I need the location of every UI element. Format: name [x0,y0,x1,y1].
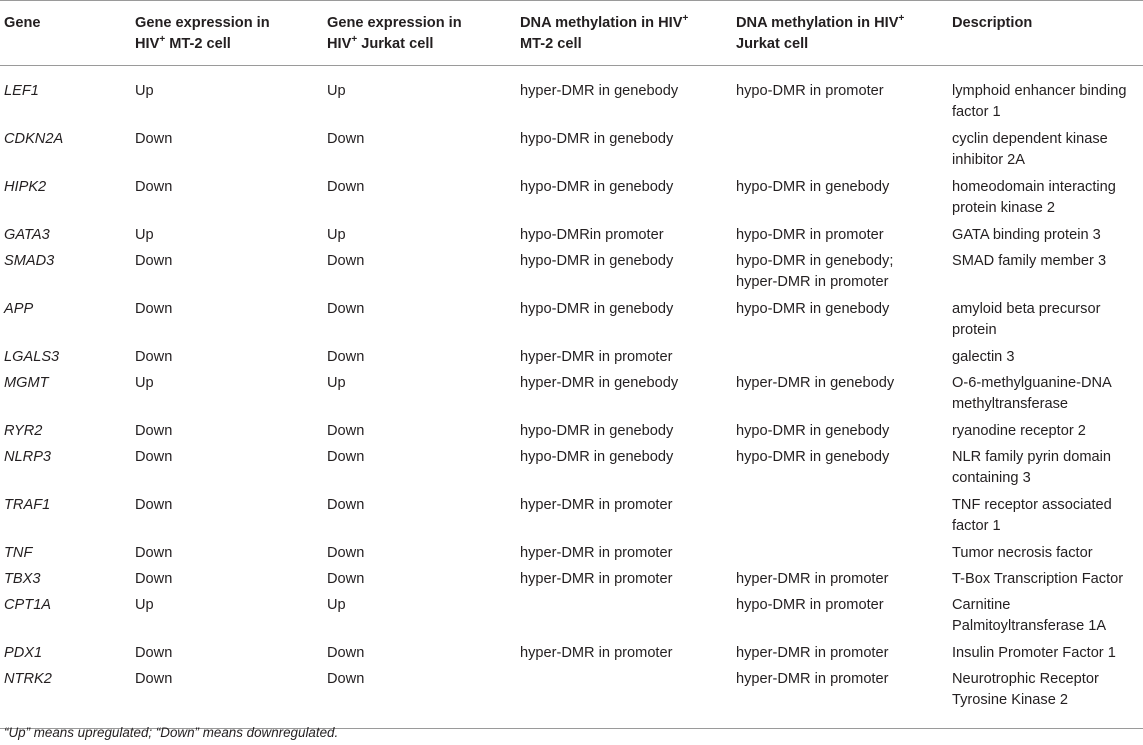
gene-cell: RYR2 [4,423,43,439]
table-row [0,569,1143,595]
mt2-expression-cell: Down [135,179,173,195]
jurkat-methylation-cell: hypo-DMR in genebody [736,423,890,439]
description-cell: T-Box Transcription Factor [952,571,1124,587]
jurkat-methylation-cell: hypo-DMR in genebody [736,301,890,317]
mt2-methylation-cell: hypo-DMR in genebody [520,301,674,317]
header-description: Description [948,1,1143,66]
mt2-expression-cell: Down [135,571,173,587]
description-cell: cyclin dependent kinase inhibitor 2A [952,131,1108,168]
description-cell: Tumor necrosis factor [952,545,1093,561]
mt2-methylation-cell: hypo-DMRin promoter [520,227,664,243]
mt2-methylation-cell [516,595,732,643]
jurkat-expression-cell: Down [327,423,365,439]
mt2-methylation-cell: hyper-DMR in promoter [520,349,673,365]
description-cell: GATA binding protein 3 [952,227,1101,243]
gene-cell: TNF [4,545,33,561]
description-cell: NLR family pyrin domain containing 3 [952,449,1111,486]
jurkat-methylation-cell: hyper-DMR in promoter [736,645,889,661]
header-mt2-expression: Gene expression in HIV+ MT-2 cell [131,1,323,66]
table-row [0,373,1143,421]
jurkat-expression-cell: Down [327,645,365,661]
description-cell: Carnitine Palmitoyltransferase 1A [952,597,1107,634]
mt2-expression-cell: Down [135,645,173,661]
mt2-expression-cell: Down [135,449,173,465]
jurkat-methylation-cell: hypo-DMR in genebody [736,449,890,465]
jurkat-methylation-cell [732,129,948,177]
mt2-expression-cell: Down [135,349,173,365]
description-cell: ryanodine receptor 2 [952,423,1086,439]
gene-cell: TBX3 [4,571,41,587]
table-row [0,543,1143,569]
description-cell: galectin 3 [952,349,1015,365]
description-cell: lymphoid enhancer binding factor 1 [952,83,1127,120]
description-cell: TNF receptor associated factor 1 [952,497,1112,534]
jurkat-expression-cell: Down [327,349,365,365]
description-cell: homeodomain interacting protein kinase 2 [952,179,1116,216]
header-row [0,1,1143,66]
mt2-expression-cell: Up [135,597,154,613]
jurkat-methylation-cell: hypo-DMR in promoter [736,227,884,243]
jurkat-methylation-cell [732,543,948,569]
gene-cell: GATA3 [4,227,50,243]
description-cell: amyloid beta precursor protein [952,301,1101,338]
gene-cell: SMAD3 [4,253,55,269]
mt2-expression-cell: Down [135,423,173,439]
description-cell: Neurotrophic Receptor Tyrosine Kinase 2 [948,669,1143,729]
table-row [0,595,1143,643]
jurkat-methylation-cell [732,495,948,543]
table-row [0,669,1143,729]
mt2-methylation-cell: hyper-DMR in genebody [520,83,679,99]
gene-cell: HIPK2 [4,179,47,195]
jurkat-methylation-cell [732,347,948,373]
mt2-methylation-cell: hypo-DMR in genebody [520,253,674,269]
mt2-methylation-cell: hyper-DMR in promoter [520,545,673,561]
mt2-expression-cell: Down [131,669,323,729]
jurkat-methylation-cell: hypo-DMR in genebody; hyper-DMR in promoter [736,253,894,290]
mt2-expression-cell: Up [135,227,154,243]
gene-cell: LGALS3 [4,349,60,365]
gene-cell: NLRP3 [4,449,52,465]
jurkat-expression-cell: Down [327,253,365,269]
jurkat-methylation-cell: hyper-DMR in promoter [736,571,889,587]
footnote: “Up” means upregulated; “Down” means downregulated. [4,725,339,740]
jurkat-expression-cell: Up [327,375,346,391]
mt2-expression-cell: Down [135,131,173,147]
jurkat-methylation-cell: hypo-DMR in promoter [736,83,884,99]
table-row [0,495,1143,543]
description-cell: O-6-methylguanine-DNA methyltransferase [952,375,1112,412]
mt2-methylation-cell: hypo-DMR in genebody [520,131,674,147]
table-row [0,177,1143,225]
jurkat-expression-cell: Up [327,227,346,243]
table-row [0,129,1143,177]
jurkat-methylation-cell: hypo-DMR in genebody [736,179,890,195]
table-row [0,66,1143,130]
header-mt2-methylation: DNA methylation in HIV+ MT-2 cell [516,1,732,66]
mt2-methylation-cell: hyper-DMR in promoter [520,497,673,513]
mt2-methylation-cell: hypo-DMR in genebody [520,179,674,195]
jurkat-expression-cell: Down [327,179,365,195]
table-row [0,421,1143,447]
table-body [0,66,1143,729]
jurkat-expression-cell: Up [327,83,346,99]
mt2-methylation-cell [516,669,732,729]
gene-cell: PDX1 [4,645,43,661]
gene-cell: TRAF1 [4,497,51,513]
mt2-methylation-cell: hypo-DMR in genebody [520,449,674,465]
mt2-methylation-cell: hyper-DMR in promoter [520,571,673,587]
gene-cell: NTRK2 [0,669,131,729]
gene-cell: CPT1A [4,597,52,613]
table-row [0,347,1143,373]
mt2-methylation-cell: hypo-DMR in genebody [520,423,674,439]
jurkat-expression-cell: Down [327,449,365,465]
gene-cell: CDKN2A [4,131,64,147]
gene-cell: MGMT [4,375,49,391]
jurkat-expression-cell: Up [327,597,346,613]
mt2-expression-cell: Down [135,497,173,513]
jurkat-expression-cell: Down [327,131,365,147]
table-row [0,251,1143,299]
mt2-expression-cell: Up [135,375,154,391]
jurkat-methylation-cell: hyper-DMR in promoter [732,669,948,729]
jurkat-expression-cell: Down [323,669,516,729]
header-jurkat-methylation: DNA methylation in HIV+ Jurkat cell [732,1,948,66]
jurkat-expression-cell: Down [327,545,365,561]
mt2-methylation-cell: hyper-DMR in genebody [520,375,679,391]
mt2-expression-cell: Up [135,83,154,99]
mt2-expression-cell: Down [135,301,173,317]
jurkat-expression-cell: Down [327,301,365,317]
jurkat-expression-cell: Down [327,497,365,513]
header-gene: Gene [0,1,131,66]
mt2-expression-cell: Down [135,545,173,561]
table-row [0,447,1143,495]
jurkat-expression-cell: Down [327,571,365,587]
mt2-expression-cell: Down [135,253,173,269]
table-row [0,225,1143,251]
gene-cell: LEF1 [4,83,39,99]
description-cell: Insulin Promoter Factor 1 [952,645,1116,661]
gene-cell: APP [4,301,34,317]
table-row [0,299,1143,347]
table-row [0,643,1143,669]
mt2-methylation-cell: hyper-DMR in promoter [520,645,673,661]
jurkat-methylation-cell: hyper-DMR in genebody [736,375,895,391]
jurkat-methylation-cell: hypo-DMR in promoter [736,597,884,613]
header-jurkat-expression: Gene expression in HIV+ Jurkat cell [323,1,516,66]
description-cell: SMAD family member 3 [952,253,1107,269]
